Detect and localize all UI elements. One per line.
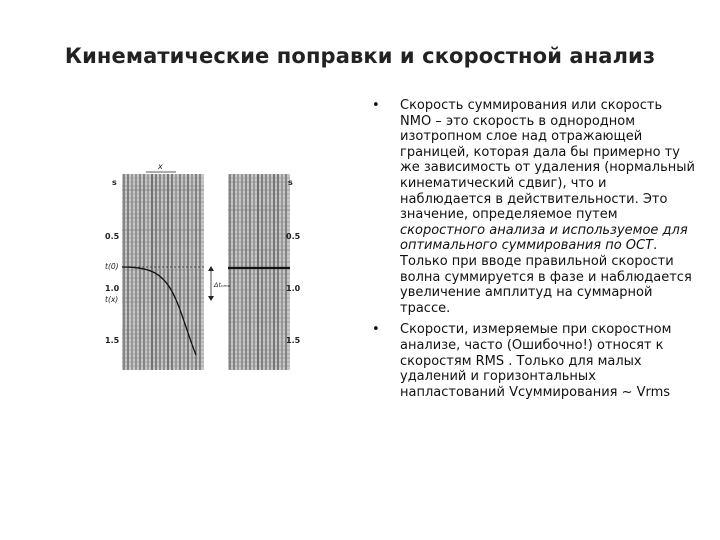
right-tick-label: 0.5 [286,232,301,241]
bullet-italic-text: скоростного анализа и используемое для оптимального суммирования по ОСТ [400,222,688,254]
bullet-item [372,322,697,400]
left-tick-label: 1.0 [105,284,120,293]
bullet-marker: • [372,322,380,338]
nmo-arrow-head [208,296,214,301]
t0-label: t(0) [105,262,119,271]
left-axis-unit: s [112,178,117,187]
right-tick-label: 1.5 [286,336,301,345]
nmo-arrow-head [208,266,214,271]
left-tick-label: 0.5 [105,232,120,241]
right-panel [228,174,290,370]
right-tick-label: 1.0 [286,284,301,293]
bullet-text: . Только при вводе правильной скорости волна суммируется в фазе и наблюдается увеличение амплитуд на суммарной трассе. [400,238,692,316]
tx-label: t(x) [105,295,119,304]
left-tick-label: 1.5 [105,336,120,345]
nmo-gather-figure [105,150,323,375]
bullet-text: Скорость суммирования или скорость NMO – это скорость в однородном изотропном слое над отражающей границей, которая дала бы примерно ту же зависимость от удаления (нормальный кинематический сдвиг), что и наблюдается в действительности. Это значение, определяемое путем [400,98,695,223]
offset-label: x [158,162,163,171]
bullet-marker: • [372,98,380,113]
bullet-text: Скорости, измеряемые при скоростном анализе, часто (Ошибочно!) относят к скоростям RMS . Только для малых удалений и горизонтальных напластований Vсуммирования ~ Vrms [400,322,672,400]
slide-title: Кинематические поправки и скоростной анализ [64,44,656,68]
nmo-label: Δtₙₘₒ [214,281,231,289]
bullet-list [372,98,697,400]
bullet-item [372,98,697,316]
right-axis-unit: s [288,178,293,187]
